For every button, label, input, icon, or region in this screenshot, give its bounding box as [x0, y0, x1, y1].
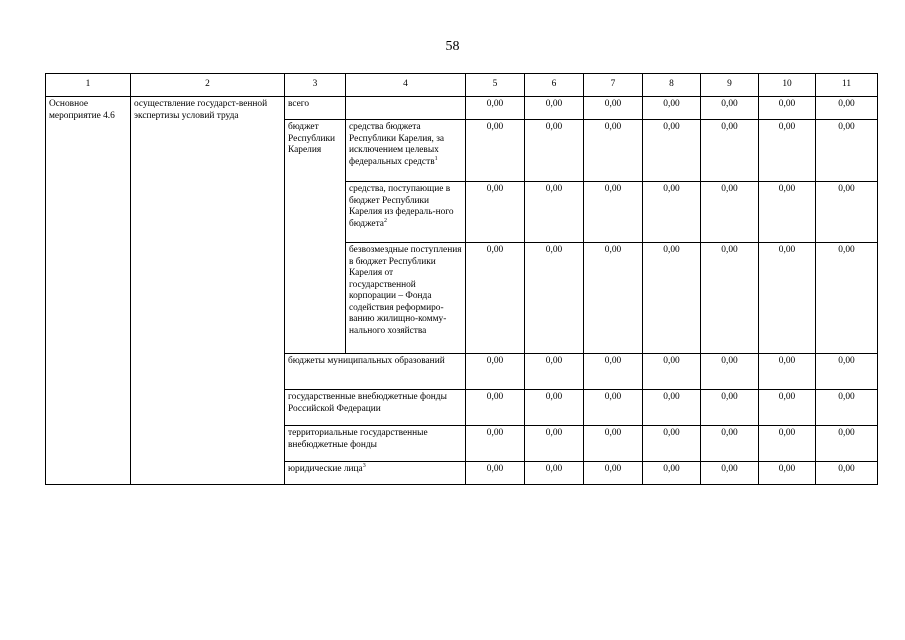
header-cell: 11: [816, 74, 878, 97]
value-cell: 0,00: [701, 354, 759, 390]
value-cell: 0,00: [759, 182, 816, 243]
value-cell: 0,00: [584, 120, 643, 182]
header-cell: 9: [701, 74, 759, 97]
value-cell: 0,00: [584, 390, 643, 426]
value-cell: 0,00: [643, 243, 701, 354]
header-cell: 1: [46, 74, 131, 97]
value-cell: 0,00: [466, 97, 525, 120]
value-cell: 0,00: [816, 390, 878, 426]
header-cell: 6: [525, 74, 584, 97]
subsource-label: безвозмездные поступления в бюджет Республики Карелия от государственной корпорации – Фонда содействия реформиро-ванию жилищно-комму-нального хозяйства: [349, 245, 462, 336]
value-cell: 0,00: [466, 390, 525, 426]
value-cell: 0,00: [525, 426, 584, 462]
value-cell: 0,00: [584, 354, 643, 390]
value-cell: 0,00: [525, 182, 584, 243]
value-cell: 0,00: [816, 354, 878, 390]
value-cell: 0,00: [816, 426, 878, 462]
subsource-cell: [346, 243, 466, 354]
value-cell: 0,00: [816, 120, 878, 182]
value-cell: 0,00: [525, 97, 584, 120]
page-number: 58: [445, 39, 460, 54]
value-cell: 0,00: [701, 182, 759, 243]
value-cell: 0,00: [759, 426, 816, 462]
subsource-cell: [346, 182, 466, 243]
source-cell: [285, 462, 466, 485]
value-cell: 0,00: [584, 462, 643, 485]
value-cell: 0,00: [525, 120, 584, 182]
value-cell: 0,00: [466, 354, 525, 390]
footnote-mark: 1: [434, 155, 438, 162]
source-cell: территориальные государственные внебюджетные фонды: [285, 426, 466, 462]
value-cell: 0,00: [525, 354, 584, 390]
value-cell: 0,00: [584, 97, 643, 120]
value-cell: 0,00: [584, 426, 643, 462]
value-cell: 0,00: [525, 462, 584, 485]
value-cell: 0,00: [584, 243, 643, 354]
value-cell: 0,00: [701, 120, 759, 182]
value-cell: 0,00: [643, 97, 701, 120]
value-cell: 0,00: [759, 390, 816, 426]
value-cell: 0,00: [643, 182, 701, 243]
value-cell: 0,00: [466, 462, 525, 485]
value-cell: 0,00: [525, 243, 584, 354]
subsource-cell: [346, 120, 466, 182]
measure-description-cell: осуществление государст-венной экспертизы условий труда: [131, 97, 285, 485]
source-cell: всего: [285, 97, 346, 120]
value-cell: 0,00: [759, 243, 816, 354]
source-cell: государственные внебюджетные фонды Российской Федерации: [285, 390, 466, 426]
budget-table: [45, 73, 878, 485]
source-cell: бюджеты муниципальных образований: [285, 354, 466, 390]
source-label: юридические лица: [288, 464, 363, 474]
value-cell: 0,00: [701, 462, 759, 485]
value-cell: 0,00: [466, 120, 525, 182]
value-cell: 0,00: [759, 354, 816, 390]
value-cell: 0,00: [701, 243, 759, 354]
value-cell: 0,00: [643, 462, 701, 485]
subsource-label: средства бюджета Республики Карелия, за исключением целевых федеральных средств: [349, 122, 445, 167]
footnote-mark: 3: [362, 462, 366, 469]
value-cell: 0,00: [466, 426, 525, 462]
value-cell: 0,00: [643, 354, 701, 390]
value-cell: 0,00: [816, 462, 878, 485]
header-row: [46, 74, 878, 97]
value-cell: 0,00: [816, 243, 878, 354]
value-cell: 0,00: [466, 243, 525, 354]
value-cell: 0,00: [759, 462, 816, 485]
source-cell: бюджет Республики Карелия: [285, 120, 346, 354]
table-row-total: [46, 97, 878, 120]
value-cell: 0,00: [643, 426, 701, 462]
subsource-cell: [346, 97, 466, 120]
value-cell: 0,00: [466, 182, 525, 243]
footnote-mark: 2: [383, 217, 387, 224]
value-cell: 0,00: [701, 390, 759, 426]
header-cell: 10: [759, 74, 816, 97]
header-cell: 2: [131, 74, 285, 97]
value-cell: 0,00: [584, 182, 643, 243]
header-cell: 7: [584, 74, 643, 97]
value-cell: 0,00: [525, 390, 584, 426]
value-cell: 0,00: [701, 97, 759, 120]
header-cell: 5: [466, 74, 525, 97]
measure-name-cell: Основное мероприятие 4.6: [46, 97, 131, 485]
value-cell: 0,00: [759, 97, 816, 120]
value-cell: 0,00: [816, 182, 878, 243]
value-cell: 0,00: [643, 390, 701, 426]
header-cell: 3: [285, 74, 346, 97]
subsource-label: средства, поступающие в бюджет Республики Карелия из федераль-ного бюджета: [349, 184, 454, 229]
header-cell: 8: [643, 74, 701, 97]
value-cell: 0,00: [816, 97, 878, 120]
value-cell: 0,00: [701, 426, 759, 462]
header-cell: 4: [346, 74, 466, 97]
value-cell: 0,00: [759, 120, 816, 182]
value-cell: 0,00: [643, 120, 701, 182]
